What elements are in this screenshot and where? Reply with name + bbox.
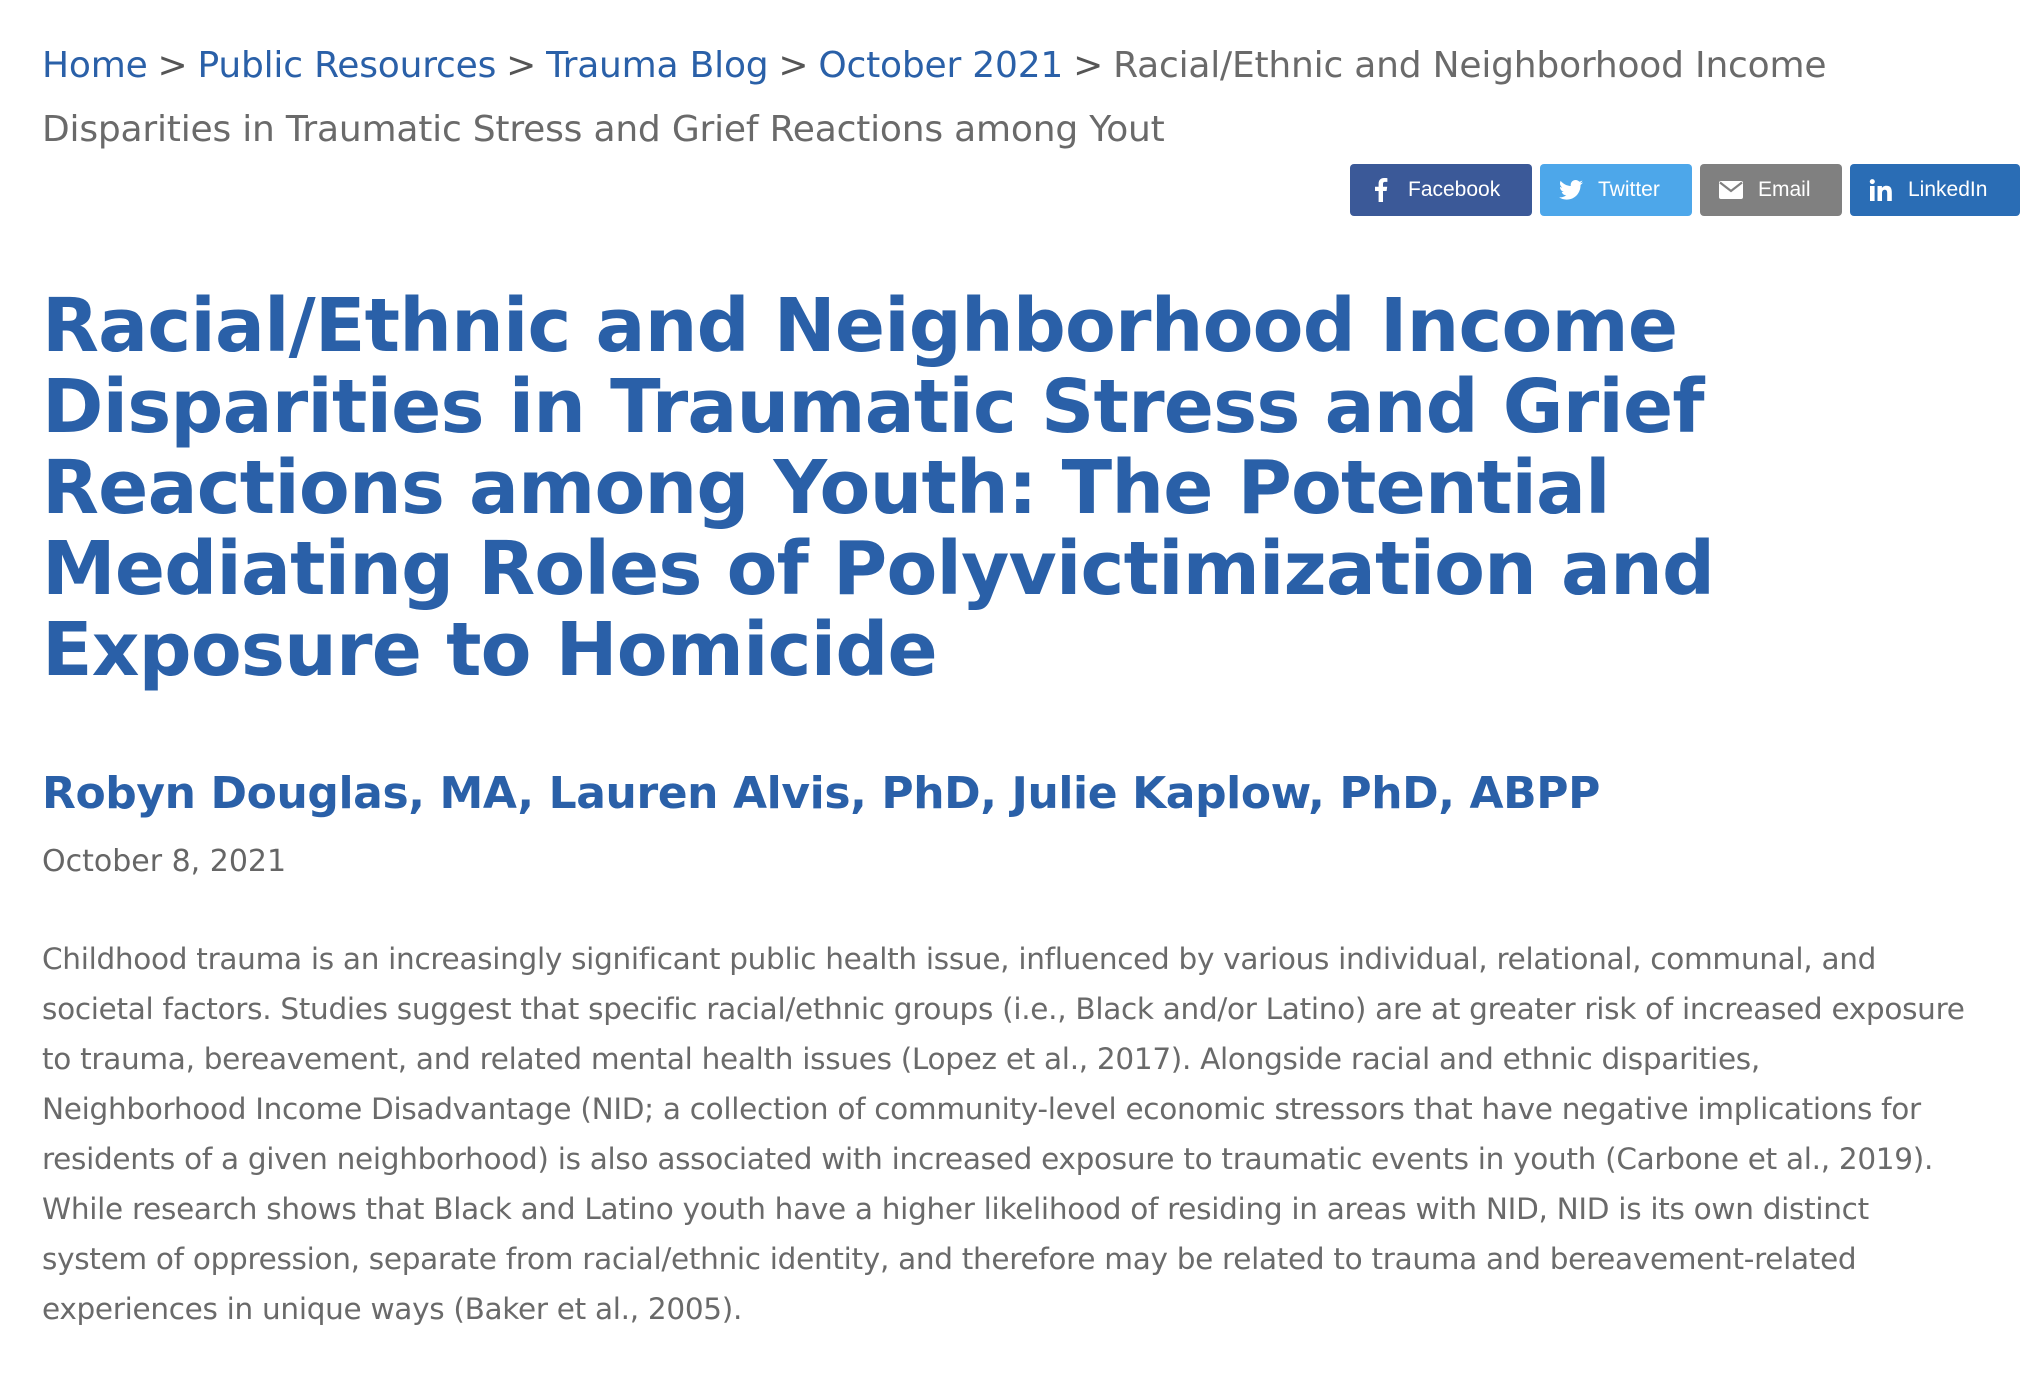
article-title: Racial/Ethnic and Neighborhood Income Disparities in Traumatic Stress and Grief Reactions among Youth: The Potential Mediating Roles of Polyvictimization and Exposure to Homicide	[42, 283, 1715, 693]
linkedin-share-button[interactable]	[1850, 164, 2020, 216]
page	[42, 34, 1988, 1326]
breadcrumb-separator: >	[157, 45, 188, 86]
breadcrumb-public-resources-link[interactable]: Public Resources	[197, 45, 497, 86]
breadcrumb-home-link[interactable]: Home	[42, 45, 148, 86]
breadcrumb-separator: >	[506, 45, 537, 86]
email-share-label: Email	[1758, 178, 1811, 201]
twitter-share-label: Twitter	[1598, 178, 1660, 201]
share-bar	[1350, 164, 2020, 216]
facebook-icon	[1368, 177, 1394, 203]
article-paragraph: Childhood trauma is an increasingly significant public health issue, influenced by various individual, relational, communal, and societal factors. Studies suggest that specific racial/ethnic groups (i.e., Black and/or Latino) are at greater risk of increased exposure to trauma, bereavement, and related mental health issues (Lopez et al., 2017). Alongside racial and ethnic disparities, Neighborhood Income Disadvantage (NID; a collection of community-level economic stressors that have negative implications for residents of a given neighborhood) is also associated with increased exposure to traumatic events in youth (Carbone et al., 2019). While research shows that Black and Latino youth have a higher likelihood of residing in areas with NID, NID is its own distinct system of oppression, separate from racial/ethnic identity, and therefore may be related to trauma and bereavement-related experiences in unique ways (Baker et al., 2005).	[42, 942, 1965, 1326]
breadcrumb-october-2021-link[interactable]: October 2021	[818, 45, 1064, 86]
article-authors: Robyn Douglas, MA, Lauren Alvis, PhD, Julie Kaplow, PhD, ABPP	[42, 768, 1600, 819]
facebook-share-label: Facebook	[1408, 178, 1501, 201]
email-share-button[interactable]	[1700, 164, 1842, 216]
linkedin-share-label: LinkedIn	[1908, 178, 1988, 201]
linkedin-icon	[1868, 177, 1894, 203]
breadcrumb-current-page: Racial/Ethnic and Neighborhood Income Disparities in Traumatic Stress and Grief Reactions among Yout	[42, 45, 1827, 150]
breadcrumb-trauma-blog-link[interactable]: Trauma Blog	[546, 45, 769, 86]
twitter-icon	[1558, 177, 1584, 203]
twitter-share-button[interactable]	[1540, 164, 1692, 216]
article-date: October 8, 2021	[42, 844, 287, 879]
envelope-icon	[1718, 177, 1744, 203]
breadcrumb	[42, 34, 1922, 162]
breadcrumb-separator: >	[1073, 45, 1104, 86]
breadcrumb-separator: >	[778, 45, 809, 86]
facebook-share-button[interactable]	[1350, 164, 1532, 216]
